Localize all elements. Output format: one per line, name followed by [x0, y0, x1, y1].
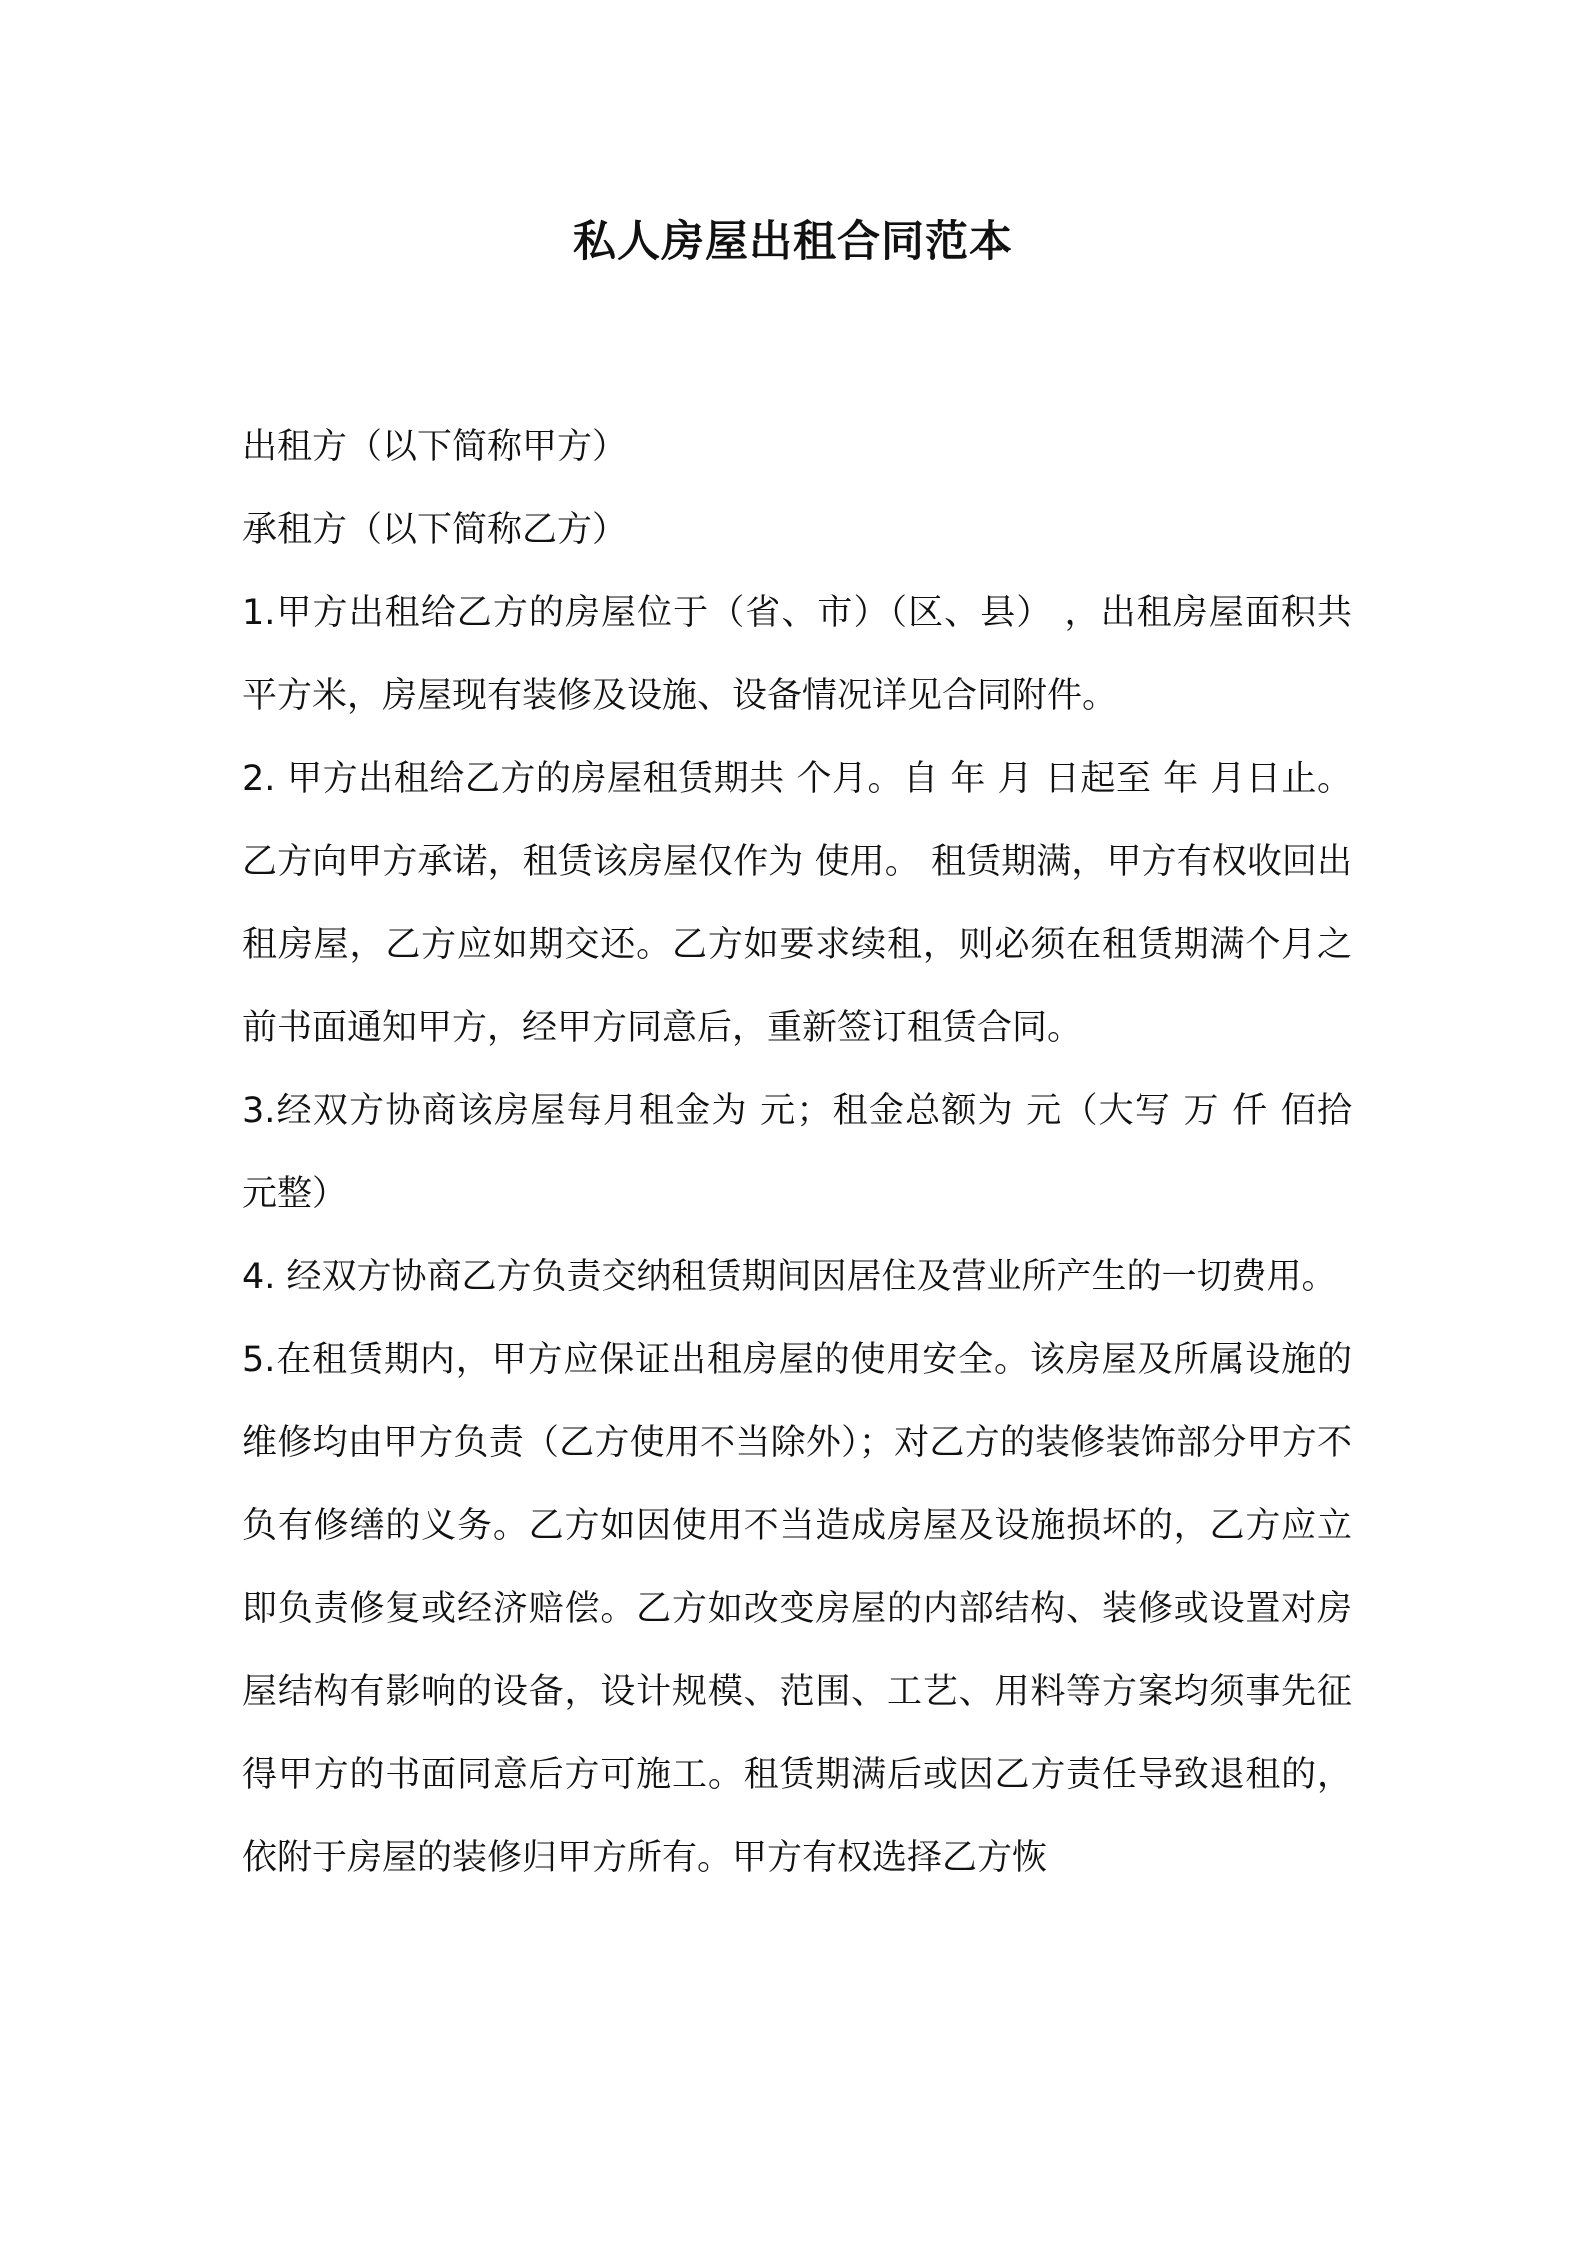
- document-title: 私人房屋出租合同范本: [573, 217, 1013, 267]
- paragraph-clause-4: 4. 经双方协商乙方负责交纳租赁期间因居住及营业所产生的一切费用。: [242, 1257, 1337, 1297]
- paragraph-clause-1: 1.甲方出租给乙方的房屋位于（省、市）（区、县） ，出租房屋面积共 平方米，房屋现有装修及设施、设备情况详见合同附件。: [242, 593, 1352, 716]
- contract-body: [242, 406, 1352, 1900]
- paragraph-lessor: 出租方（以下简称甲方）: [242, 427, 628, 467]
- paragraph-clause-5: 5.在租赁期内，甲方应保证出租房屋的使用安全。该房屋及所属设施的维修均由甲方负责（乙方使用不当除外）；对乙方的装修装饰部分甲方不负有修缮的义务。乙方如因使用不当造成房屋及设施损坏的，乙方应立即负责修复或经济赔偿。乙方如改变房屋的内部结构、装修或设置对房屋结构有影响的设备，设计规模、范围、工艺、用料等方案均须事先征得甲方的书面同意后方可施工。租赁期满后或因乙方责任导致退租的，依附于房屋的装修归甲方所有。甲方有权选择乙方恢: [242, 1340, 1352, 1878]
- paragraph-lessee: 承租方（以下简称乙方）: [242, 510, 628, 550]
- paragraph-clause-3: 3.经双方协商该房屋每月租金为 元；租金总额为 元（大写 万 仟 佰拾 元整）: [242, 1091, 1352, 1214]
- paragraph-clause-2: 2. 甲方出租给乙方的房屋租赁期共 个月。自 年 月 日起至 年 月日止。乙方向甲方承诺，租赁该房屋仅作为 使用。 租赁期满，甲方有权收回出租房屋，乙方应如期交还。乙方如要求续租，则必须在租赁期满个月之前书面通知甲方，经甲方同意后，重新签订租赁合同。: [242, 759, 1352, 1048]
